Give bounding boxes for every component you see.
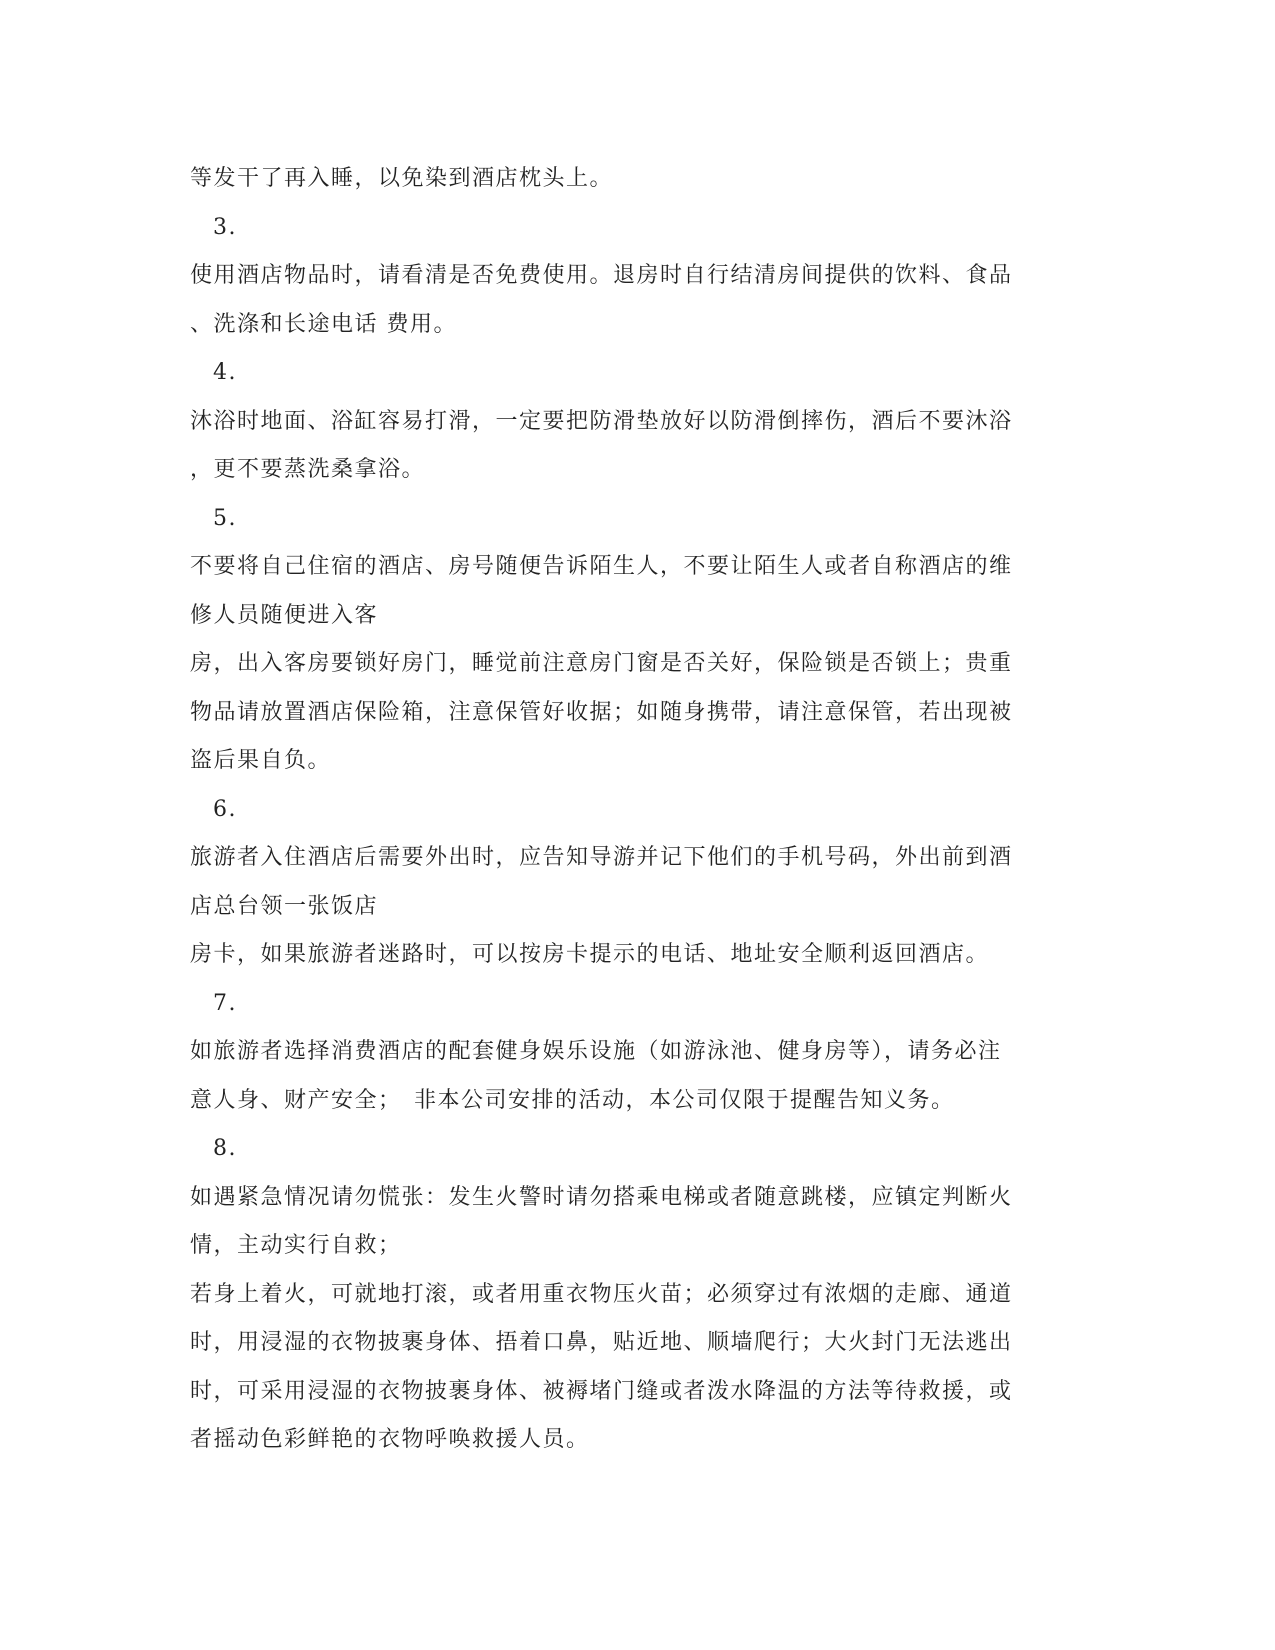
text-line: 若身上着火，可就地打滚，或者用重衣物压火苗；必须穿过有浓烟的走廊、通道 (190, 1281, 1013, 1307)
text-line: 店总台领一张饭店 (190, 893, 379, 919)
item-number: 5. (213, 505, 237, 531)
text-line: 、洗涤和长途电话 费用。 (190, 311, 457, 337)
text-line: 情，主动实行自救； (190, 1233, 402, 1258)
item-number: 3. (213, 214, 237, 240)
text-line: 物品请放置酒店保险箱，注意保管好收据；如随身携带，请注意保管，若出现被 (190, 699, 1013, 725)
text-line: 修人员随便进入客 (190, 602, 379, 628)
item-number: 7. (213, 990, 237, 1016)
text-line: 房卡，如果旅游者迷路时，可以按房卡提示的电话、地址安全顺利返回酒店。 (190, 942, 990, 967)
document-body (190, 155, 1070, 1465)
text-line: 如遇紧急情况请勿慌张：发生火警时请勿搭乘电梯或者随意跳楼，应镇定判断火 (190, 1184, 1013, 1210)
text-line: 房，出入客房要锁好房门，睡觉前注意房门窗是否关好，保险锁是否锁上；贵重 (190, 651, 1013, 676)
item-number: 8. (213, 1136, 237, 1161)
text-line: 沐浴时地面、浴缸容易打滑，一定要把防滑垫放好以防滑倒摔伤，酒后不要沐浴 (190, 408, 1013, 434)
text-line: 者摇动色彩鲜艳的衣物呼唤救援人员。 (190, 1427, 590, 1452)
text-line: 旅游者入住酒店后需要外出时，应告知导游并记下他们的手机号码，外出前到酒 (190, 845, 1013, 870)
text-line: ，更不要蒸洗桑拿浴。 (190, 457, 426, 482)
item-number: 4. (213, 360, 237, 385)
text-line: 意人身、财产安全； 非本公司安排的活动，本公司仅限于提醒告知义务。 (190, 1087, 955, 1113)
item-number: 6. (213, 796, 237, 822)
text-line: 盗后果自负。 (190, 748, 332, 773)
text-line: 时，可采用浸湿的衣物披裹身体、被褥堵门缝或者泼水降温的方法等待救援，或 (190, 1378, 1013, 1404)
text-line: 使用酒店物品时，请看清是否免费使用。退房时自行结清房间提供的饮料、食品 (190, 263, 1013, 288)
text-line: 不要将自己住宿的酒店、房号随便告诉陌生人，不要让陌生人或者自称酒店的维 (190, 554, 1013, 579)
text-line: 如旅游者选择消费酒店的配套健身娱乐设施（如游泳池、健身房等），请务必注 (190, 1039, 1002, 1064)
text-line: 等发干了再入睡，以免染到酒店枕头上。 (190, 166, 614, 191)
text-line: 时，用浸湿的衣物披裹身体、捂着口鼻，贴近地、顺墙爬行；大火封门无法逃出 (190, 1330, 1013, 1355)
